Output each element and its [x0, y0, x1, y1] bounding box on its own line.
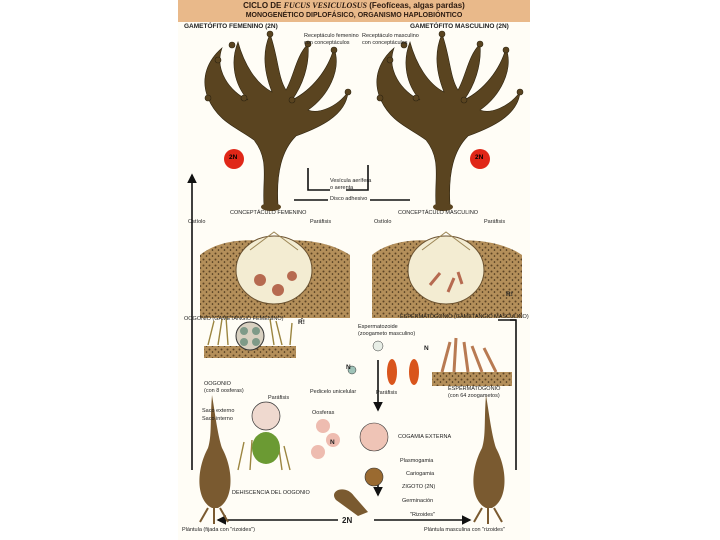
title-suffix: (Feofíceas, algas pardas) — [369, 1, 465, 10]
label-external-cogamy: COGAMIA EXTERNA — [398, 434, 452, 440]
label-disc: Disco adhesivo — [330, 196, 368, 202]
label-male-conceptacle: CONCEPTÁCULO MASCULINO — [398, 210, 479, 216]
male-plantlet — [473, 395, 504, 524]
label-paraphyses-right: Paráfisis — [484, 219, 506, 225]
male-thallus — [377, 31, 523, 205]
label-female-gametophyte: GAMETÓFITO FEMENINO (2N) — [184, 23, 278, 30]
title-prefix: CICLO DE — [243, 1, 282, 10]
label-female-receptacle: Receptáculo femenino con conceptáculos — [304, 33, 359, 46]
label-zygote: ZIGOTO (2N) — [402, 484, 436, 490]
label-oospheres: Oosferas — [312, 410, 335, 416]
label-germination: Germinación — [402, 498, 434, 504]
label-dehiscence: DEHISCENCIA DEL OOGONIO — [232, 490, 310, 496]
spermatozoids — [348, 341, 419, 385]
spermatogonium-drawing — [432, 338, 512, 386]
title-species: FUCUS VESICULOSUS — [283, 1, 367, 10]
label-rhizoids: "Rizoides" — [410, 512, 435, 518]
label-ostiole-right: Ostíolo — [374, 219, 392, 225]
label-spermatozoid: Espermatozoide (zoogameto masculino) — [358, 324, 416, 337]
meiosis-r-left: R! — [298, 319, 305, 326]
label-spermatogonium: ESPERMATOGONIO (GAMETANGIO MASCULINO) — [400, 314, 529, 320]
ploidy-n-left: N — [330, 439, 335, 446]
male-conceptacle — [372, 232, 522, 318]
cogamy-drawing — [334, 423, 388, 516]
label-paraphyses-left: Paráfisis — [310, 219, 332, 225]
life-cycle-diagram — [178, 0, 530, 540]
ploidy-2n-male: 2N — [475, 154, 484, 161]
title-line-2: MONOGENÉTICO DIPLOFÁSICO, ORGANISMO HAPLOBIÓNTICO — [245, 12, 463, 19]
label-ostiole-left: Ostíolo — [188, 219, 206, 225]
label-female-conceptacle: CONCEPTÁCULO FEMENINO — [230, 210, 307, 216]
label-outer-sac: Saco externo — [202, 408, 235, 414]
label-vesicle: Vesícula aerífera o aerenta — [330, 178, 372, 191]
label-male-receptacle: Receptáculo masculino con conceptáculos — [362, 33, 419, 46]
oogonium-drawing — [204, 317, 296, 358]
label-male-gametophyte: GAMETÓFITO MASCULINO (2N) — [410, 23, 509, 30]
ploidy-n-right: N — [424, 345, 429, 352]
label-plasmogamy: Plasmogamia — [400, 458, 434, 464]
label-paraphyses-lower: Paráfisis — [376, 390, 398, 396]
ploidy-n-center: N — [346, 364, 351, 371]
ploidy-2n-female: 2N — [229, 154, 238, 161]
meiosis-r-right: R! — [506, 291, 513, 298]
label-plantlet: Plántula (fijada con "rizoides") — [182, 527, 255, 533]
label-karyogamy: Cariogamia — [406, 471, 435, 477]
label-oogonium-eight: OOGONIO (con 8 oosferas) — [204, 381, 244, 394]
fucus-life-cycle-plate — [178, 0, 530, 540]
label-inner-sac: Saco interno — [202, 416, 233, 422]
label-unicellular-pedicel: Pedicelo unicelular — [310, 389, 357, 395]
ploidy-2n-bottom: 2N — [342, 516, 353, 525]
label-male-plantlet: Plántula masculina con "rizoides" — [424, 527, 505, 533]
female-conceptacle — [200, 232, 350, 318]
label-paraphyses-mid: Paráfisis — [268, 395, 290, 401]
label-spermatogonium-zoo: ESPERMATOGONIO (con 64 zoogametos) — [448, 386, 501, 399]
label-oogonium: OOGONIO (GAMETANGIO FEMENINO) — [184, 316, 284, 322]
